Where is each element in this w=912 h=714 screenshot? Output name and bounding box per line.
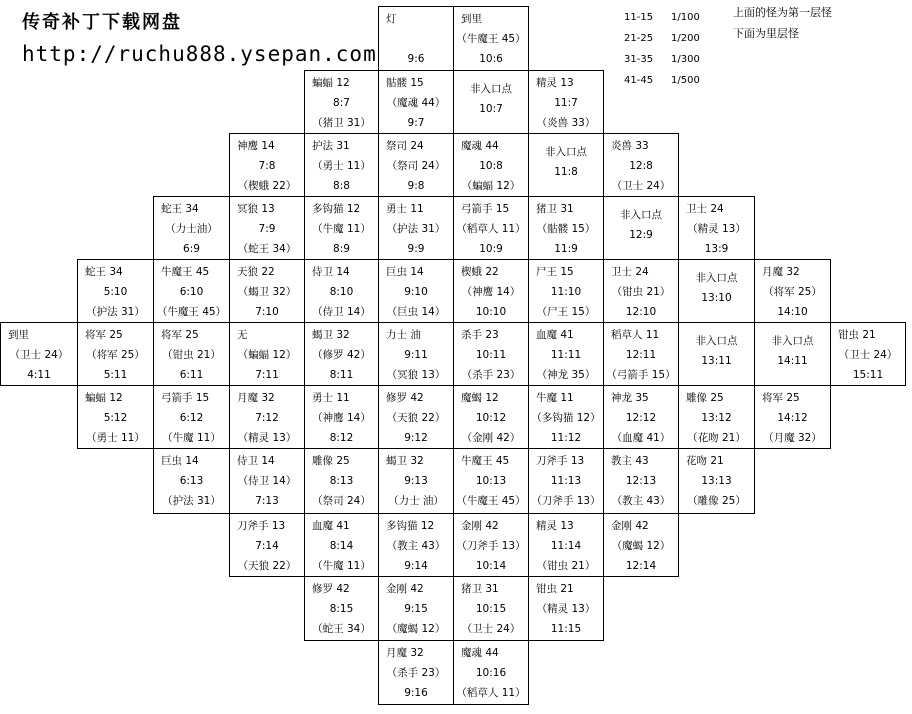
cell-detail: 9:15 xyxy=(404,603,428,615)
level-range: 31-35 xyxy=(624,54,654,65)
cell-detail: 14:11 xyxy=(777,355,808,367)
map-cell xyxy=(453,385,529,449)
cell-detail: （弓箭手 15） xyxy=(606,369,676,381)
map-cell xyxy=(378,259,454,323)
monster-name: 弓箭手 15 xyxy=(161,392,210,404)
cell-detail: 14:10 xyxy=(777,306,808,318)
cell-detail: （楔蛾 22） xyxy=(237,180,297,192)
monster-name: 魔魂 44 xyxy=(461,140,499,152)
cell-detail: （月魔 32） xyxy=(763,432,822,444)
map-cell xyxy=(453,640,529,705)
cell-detail: （力士 油） xyxy=(388,495,444,507)
cell-detail: （力士油） xyxy=(165,223,218,235)
cell-detail: 12:13 xyxy=(625,475,657,487)
map-cell xyxy=(678,259,755,323)
monster-name: 非入口点 xyxy=(695,272,738,284)
map-cell xyxy=(304,385,379,449)
map-cell xyxy=(603,322,679,386)
map-cell xyxy=(153,259,230,323)
monster-name: 杀手 23 xyxy=(461,329,499,341)
cell-detail: （多钩猫 12） xyxy=(531,412,601,424)
monster-name: 精灵 13 xyxy=(536,77,574,89)
map-cell xyxy=(453,70,529,134)
monster-name: 弓箭手 15 xyxy=(461,203,510,215)
cell-detail: （护法 31） xyxy=(162,495,221,507)
map-cell xyxy=(378,70,454,134)
map-cell xyxy=(678,196,755,260)
monster-name: 卫士 24 xyxy=(611,266,649,278)
cell-detail: （牛魔 11） xyxy=(312,223,371,235)
note-outer-layer: 上面的怪为第一层怪 xyxy=(733,6,832,19)
map-cell xyxy=(378,6,454,71)
cell-detail: （牛魔 11） xyxy=(312,560,371,572)
cell-detail: 9:10 xyxy=(404,286,428,298)
monster-name: 到里 xyxy=(8,329,29,341)
map-cell xyxy=(77,385,154,449)
monster-name: 勇士 11 xyxy=(312,392,350,404)
map-cell xyxy=(603,259,679,323)
cell-detail: 10:11 xyxy=(475,349,507,361)
monster-name: 月魔 32 xyxy=(762,266,800,278)
map-cell xyxy=(603,133,679,197)
cell-detail: （牛魔 11） xyxy=(162,432,221,444)
monster-name: 多钩猫 12 xyxy=(386,520,435,532)
map-cell xyxy=(378,133,454,197)
monster-name: 猪卫 31 xyxy=(536,203,574,215)
monster-name: 非入口点 xyxy=(545,146,587,158)
monster-name: 炎兽 33 xyxy=(611,140,649,152)
cell-detail: 10:13 xyxy=(475,475,507,487)
cell-detail: （神鹰 14） xyxy=(461,286,521,298)
cell-detail: （蝙蝠 12） xyxy=(237,349,297,361)
map-cell xyxy=(229,448,305,514)
cell-detail: （将军 25） xyxy=(86,349,145,361)
monster-name: 将军 25 xyxy=(85,329,123,341)
monster-name: 非入口点 xyxy=(470,83,512,95)
map-cell xyxy=(603,448,679,514)
cell-detail: 8:8 xyxy=(333,180,350,192)
cell-detail: （尸王 15） xyxy=(536,306,596,318)
map-cell xyxy=(453,196,529,260)
monster-name: 钳虫 21 xyxy=(536,583,574,595)
monster-name: 楔蛾 22 xyxy=(461,266,499,278)
monster-name: 金刚 42 xyxy=(386,583,424,595)
map-cell xyxy=(528,133,604,197)
map-cell xyxy=(229,196,305,260)
cell-detail: （精灵 13） xyxy=(237,432,297,444)
monster-name: 尸王 15 xyxy=(536,266,574,278)
cell-detail: （杀手 23） xyxy=(386,667,446,679)
cell-detail: 9:11 xyxy=(404,349,428,361)
map-cell xyxy=(304,576,379,641)
level-range: 11-15 xyxy=(624,12,654,23)
cell-detail: 8:11 xyxy=(329,369,354,381)
cell-detail: 5:12 xyxy=(103,412,128,424)
drop-rate: 1/200 xyxy=(671,33,700,44)
monster-name: 冥狼 13 xyxy=(237,203,275,215)
cell-detail: （蝙蝠 12） xyxy=(461,180,521,192)
cell-detail: （稻草人 11） xyxy=(456,687,526,699)
cell-detail: 13:12 xyxy=(701,412,732,424)
level-range: 21-25 xyxy=(624,33,654,44)
cell-detail: 10:9 xyxy=(479,243,503,255)
cell-detail: 7:13 xyxy=(255,495,279,507)
map-cell xyxy=(304,196,379,260)
map-cell xyxy=(229,322,305,386)
cell-detail: 5:10 xyxy=(103,286,128,298)
monster-name: 侍卫 14 xyxy=(237,455,275,467)
monster-name: 非入口点 xyxy=(771,335,814,347)
cell-detail: （精灵 13） xyxy=(687,223,746,235)
monster-name: 血魔 41 xyxy=(536,329,574,341)
monster-name: 侍卫 14 xyxy=(312,266,350,278)
monster-name: 卫士 24 xyxy=(686,203,724,215)
monster-name: 修罗 42 xyxy=(312,583,350,595)
cell-detail: 10:12 xyxy=(475,412,507,424)
cell-detail: （刀斧手 13） xyxy=(531,495,601,507)
map-cell xyxy=(754,385,831,449)
monster-name: 雕像 25 xyxy=(686,392,724,404)
cell-detail: 11:8 xyxy=(554,166,578,178)
cell-detail: （金刚 42） xyxy=(461,432,521,444)
monster-name: 稻草人 11 xyxy=(611,329,660,341)
monster-name: 刀斧手 13 xyxy=(237,520,286,532)
monster-name: 祭司 24 xyxy=(386,140,424,152)
cell-detail: 9:7 xyxy=(407,117,425,129)
cell-detail: 11:12 xyxy=(550,432,582,444)
map-cell xyxy=(528,576,604,641)
map-cell xyxy=(378,640,454,705)
map-cell xyxy=(528,70,604,134)
cell-detail: （冥狼 13） xyxy=(386,369,446,381)
cell-detail: （卫士 24） xyxy=(611,180,671,192)
cell-detail: 7:14 xyxy=(255,540,279,552)
site-title: 传奇补丁下载网盘 xyxy=(22,12,182,33)
drop-rate: 1/500 xyxy=(671,75,700,86)
monster-name: 魔蝎 12 xyxy=(461,392,499,404)
cell-detail: 10:15 xyxy=(475,603,507,615)
map-cell xyxy=(528,259,604,323)
cell-detail: 8:9 xyxy=(333,243,350,255)
monster-name: 蝙蝠 12 xyxy=(85,392,123,404)
cell-detail: 11:11 xyxy=(550,349,582,361)
cell-detail: （卫士 24） xyxy=(9,349,69,361)
map-cell xyxy=(453,133,529,197)
map-cell xyxy=(528,385,604,449)
map-cell xyxy=(304,448,379,514)
cell-detail: 12:8 xyxy=(629,160,653,172)
monster-name: 修罗 42 xyxy=(386,392,424,404)
cell-detail: （侍卫 14） xyxy=(237,475,297,487)
cell-detail: 15:11 xyxy=(852,369,884,381)
map-cell xyxy=(304,259,379,323)
cell-detail: 11:14 xyxy=(550,540,582,552)
cell-detail: 8:13 xyxy=(329,475,354,487)
cell-detail: 6:13 xyxy=(179,475,204,487)
monster-name: 牛魔王 45 xyxy=(461,455,510,467)
map-cell xyxy=(678,448,755,514)
map-cell xyxy=(304,70,379,134)
cell-detail: 7:9 xyxy=(258,223,276,235)
cell-detail: （雕像 25） xyxy=(687,495,746,507)
map-cell xyxy=(0,322,78,386)
cell-detail: （修罗 42） xyxy=(312,349,371,361)
cell-detail: 13:9 xyxy=(704,243,729,255)
cell-detail: （护法 31） xyxy=(86,306,145,318)
cell-detail: 9:8 xyxy=(407,180,425,192)
cell-detail: 10:16 xyxy=(475,667,507,679)
monster-name: 血魔 41 xyxy=(312,520,350,532)
monster-name: 蝎卫 32 xyxy=(312,329,350,341)
cell-detail: 9:12 xyxy=(404,432,428,444)
monster-name: 猪卫 31 xyxy=(461,583,499,595)
cell-detail: （天狼 22） xyxy=(237,560,297,572)
cell-detail: （祭司 24） xyxy=(312,495,371,507)
map-cell xyxy=(229,385,305,449)
cell-detail: 7:11 xyxy=(255,369,279,381)
cell-detail: （教主 43） xyxy=(386,540,446,552)
map-cell xyxy=(304,133,379,197)
cell-detail: 11:10 xyxy=(550,286,582,298)
cell-detail: 13:11 xyxy=(701,355,732,367)
cell-detail: 13:13 xyxy=(701,475,732,487)
cell-detail: （蛇王 34） xyxy=(312,623,371,635)
map-cell xyxy=(153,448,230,514)
cell-detail: 8:7 xyxy=(333,97,350,109)
map-cell xyxy=(378,385,454,449)
monster-name: 雕像 25 xyxy=(312,455,350,467)
monster-name: 骷髅 15 xyxy=(386,77,424,89)
cell-detail: （魔魂 44） xyxy=(386,97,446,109)
cell-detail: 8:15 xyxy=(329,603,354,615)
map-cell xyxy=(378,448,454,514)
cell-detail: （神龙 35） xyxy=(536,369,596,381)
cell-detail: （钳虫 21） xyxy=(611,286,671,298)
cell-detail: 9:14 xyxy=(404,560,428,572)
map-cell xyxy=(453,513,529,577)
cell-detail: （精灵 13） xyxy=(536,603,596,615)
cell-detail: （血魔 41） xyxy=(611,432,671,444)
cell-detail: 8:10 xyxy=(329,286,354,298)
cell-detail: 7:8 xyxy=(258,160,276,172)
map-cell xyxy=(153,322,230,386)
map-cell xyxy=(528,513,604,577)
monster-name: 巨虫 14 xyxy=(161,455,199,467)
cell-detail: 12:12 xyxy=(625,412,657,424)
monster-name: 无 xyxy=(237,329,248,341)
map-cell xyxy=(754,322,831,386)
map-cell xyxy=(678,385,755,449)
map-cell xyxy=(453,259,529,323)
drop-rate: 1/100 xyxy=(671,12,700,23)
monster-name: 蝙蝠 12 xyxy=(312,77,350,89)
map-cell xyxy=(153,196,230,260)
cell-detail: 11:13 xyxy=(550,475,582,487)
cell-detail: （钳虫 21） xyxy=(162,349,221,361)
monster-name: 金刚 42 xyxy=(461,520,499,532)
cell-detail: （蝎卫 32） xyxy=(237,286,297,298)
monster-name: 非入口点 xyxy=(695,335,738,347)
cell-detail: （侍卫 14） xyxy=(312,306,371,318)
map-cell xyxy=(77,259,154,323)
cell-detail: （炎兽 33） xyxy=(536,117,596,129)
cell-detail: （将军 25） xyxy=(763,286,822,298)
monster-name: 非入口点 xyxy=(620,209,662,221)
monster-name: 蝎卫 32 xyxy=(386,455,424,467)
cell-detail: 6:9 xyxy=(183,243,200,255)
cell-detail: （卫士 24） xyxy=(461,623,521,635)
cell-detail: （魔蝎 12） xyxy=(611,540,671,552)
monster-name: 刀斧手 13 xyxy=(536,455,585,467)
cell-detail: （猪卫 31） xyxy=(312,117,371,129)
monster-name: 到里 xyxy=(461,13,482,25)
cell-detail: （杀手 23） xyxy=(461,369,521,381)
cell-detail: （蛇王 34） xyxy=(237,243,297,255)
monster-name: 将军 25 xyxy=(762,392,800,404)
cell-detail: （牛魔王 45） xyxy=(456,33,526,45)
monster-name: 牛魔 11 xyxy=(536,392,574,404)
map-cell xyxy=(304,322,379,386)
monster-name: 神鹰 14 xyxy=(237,140,275,152)
monster-name: 将军 25 xyxy=(161,329,199,341)
map-cell xyxy=(153,385,230,449)
map-cell xyxy=(603,196,679,260)
cell-detail: 10:14 xyxy=(475,560,507,572)
cell-detail: （牛魔王 45） xyxy=(456,495,526,507)
map-cell xyxy=(304,513,379,577)
cell-detail: （花吻 21） xyxy=(687,432,746,444)
note-inner-layer: 下面为里层怪 xyxy=(733,27,799,40)
cell-detail: （稻草人 11） xyxy=(456,223,526,235)
map-cell xyxy=(378,576,454,641)
map-cell xyxy=(378,513,454,577)
cell-detail: 12:14 xyxy=(625,560,657,572)
map-cell xyxy=(528,196,604,260)
cell-detail: （神鹰 14） xyxy=(312,412,371,424)
cell-detail: 6:11 xyxy=(179,369,204,381)
cell-detail: 9:6 xyxy=(407,53,425,65)
monster-name: 月魔 32 xyxy=(386,647,424,659)
cell-detail: 9:13 xyxy=(404,475,428,487)
cell-detail: （祭司 24） xyxy=(386,160,446,172)
cell-detail: （勇士 11） xyxy=(312,160,371,172)
cell-detail: 9:9 xyxy=(407,243,425,255)
cell-detail: 10:7 xyxy=(479,103,503,115)
cell-detail: （护法 31） xyxy=(386,223,446,235)
cell-detail: （骷髅 15） xyxy=(536,223,596,235)
cell-detail: 10:8 xyxy=(479,160,503,172)
cell-detail: 6:10 xyxy=(179,286,204,298)
cell-detail: 13:10 xyxy=(701,292,732,304)
cell-detail: （教主 43） xyxy=(611,495,671,507)
cell-detail: （刀斧手 13） xyxy=(456,540,526,552)
map-cell xyxy=(528,448,604,514)
monster-name: 牛魔王 45 xyxy=(161,266,210,278)
map-cell xyxy=(453,6,529,71)
map-cell xyxy=(830,322,906,386)
cell-detail: 7:10 xyxy=(255,306,279,318)
monster-name: 精灵 13 xyxy=(536,520,574,532)
site-url[interactable]: http://ruchu888.ysepan.com xyxy=(22,42,377,66)
map-cell xyxy=(229,513,305,577)
cell-detail: 4:11 xyxy=(27,369,51,381)
cell-detail: （巨虫 14） xyxy=(386,306,446,318)
cell-detail: 12:10 xyxy=(625,306,657,318)
cell-detail: 10:10 xyxy=(475,306,507,318)
cell-detail: 6:12 xyxy=(179,412,204,424)
monster-name: 蛇王 34 xyxy=(85,266,123,278)
map-cell xyxy=(453,322,529,386)
cell-detail: 9:16 xyxy=(404,687,428,699)
cell-detail: 5:11 xyxy=(103,369,128,381)
map-cell xyxy=(229,259,305,323)
cell-detail: 11:9 xyxy=(554,243,578,255)
drop-rate: 1/300 xyxy=(671,54,700,65)
cell-detail: （魔蝎 12） xyxy=(386,623,446,635)
cell-detail: 11:7 xyxy=(554,97,578,109)
cell-detail: 7:12 xyxy=(255,412,279,424)
map-cell xyxy=(77,322,154,386)
monster-name: 巨虫 14 xyxy=(386,266,424,278)
map-cell xyxy=(378,196,454,260)
map-cell xyxy=(229,133,305,197)
monster-name: 教主 43 xyxy=(611,455,649,467)
monster-name: 护法 31 xyxy=(312,140,350,152)
monster-name: 多钩猫 12 xyxy=(312,203,361,215)
monster-name: 花吻 21 xyxy=(686,455,724,467)
cell-detail: 8:14 xyxy=(329,540,354,552)
monster-name: 神龙 35 xyxy=(611,392,649,404)
level-range: 41-45 xyxy=(624,75,654,86)
map-cell xyxy=(754,259,831,323)
monster-name: 魔魂 44 xyxy=(461,647,499,659)
cell-detail: （卫士 24） xyxy=(838,349,898,361)
monster-name: 天狼 22 xyxy=(237,266,275,278)
map-cell xyxy=(528,322,604,386)
cell-detail: （牛魔王 45） xyxy=(156,306,227,318)
cell-detail: （钳虫 21） xyxy=(536,560,596,572)
cell-detail: 11:15 xyxy=(550,623,582,635)
monster-name: 金刚 42 xyxy=(611,520,649,532)
cell-detail: 14:12 xyxy=(777,412,808,424)
monster-name: 灯 xyxy=(386,13,397,25)
cell-detail: 12:11 xyxy=(625,349,657,361)
cell-detail: 10:6 xyxy=(479,53,503,65)
cell-detail: 12:9 xyxy=(629,229,653,241)
monster-name: 钳虫 21 xyxy=(838,329,876,341)
monster-name: 蛇王 34 xyxy=(161,203,199,215)
monster-name: 勇士 11 xyxy=(386,203,424,215)
map-cell xyxy=(603,513,679,577)
map-cell xyxy=(453,448,529,514)
map-cell xyxy=(453,576,529,641)
cell-detail: （天狼 22） xyxy=(386,412,446,424)
map-cell xyxy=(603,385,679,449)
map-cell xyxy=(378,322,454,386)
map-cell xyxy=(678,322,755,386)
cell-detail: （勇士 11） xyxy=(86,432,145,444)
monster-name: 力士 油 xyxy=(386,329,421,341)
monster-name: 月魔 32 xyxy=(237,392,275,404)
cell-detail: 8:12 xyxy=(329,432,354,444)
